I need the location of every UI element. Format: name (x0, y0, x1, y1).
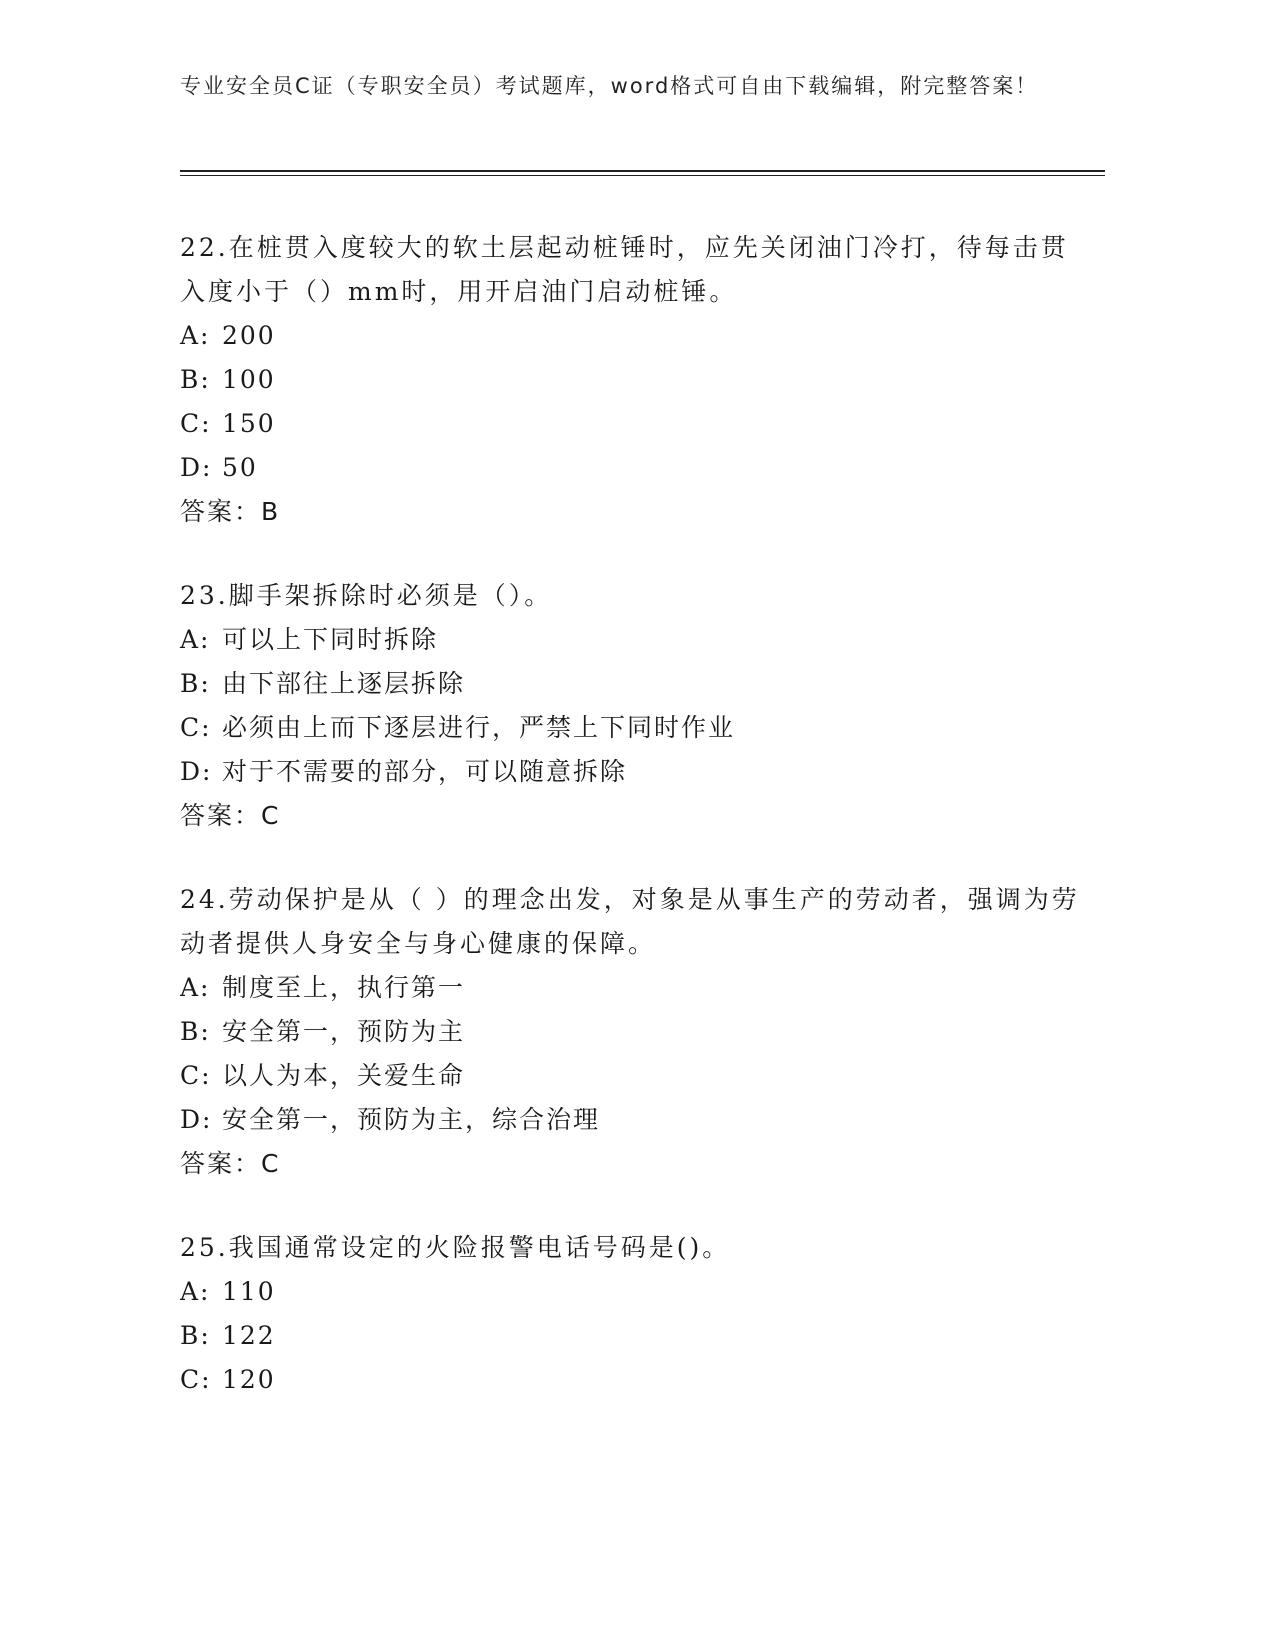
question-list (180, 226, 1080, 1442)
option-c (180, 706, 1080, 750)
option-key: C: (180, 1365, 212, 1394)
option-key: A: (180, 973, 211, 1002)
option-value: 100 (222, 365, 276, 394)
option-d (180, 446, 1080, 490)
option-a (180, 1270, 1080, 1314)
option-key: B: (180, 1017, 211, 1046)
option-key: C: (180, 409, 212, 438)
option-key: A: (180, 1277, 211, 1306)
option-c (180, 402, 1080, 446)
question-text: 25.我国通常设定的火险报警电话号码是()。 (180, 1233, 731, 1262)
question-25 (180, 1226, 1080, 1402)
option-b (180, 1010, 1080, 1054)
option-value: 由下部往上逐层拆除 (222, 669, 466, 698)
answer-line: 答案：B (180, 497, 281, 526)
question-text: 22.在桩贯入度较大的软土层起动桩锤时，应先关闭油门冷打，待每击贯入度小于（）mm时，用开启油门启动桩锤。 (180, 233, 1069, 306)
option-key: D: (180, 757, 213, 786)
option-value: 200 (222, 321, 276, 350)
option-key: C: (180, 713, 212, 742)
document-header: 专业安全员C证（专职安全员）考试题库，word格式可自由下载编辑，附完整答案！ (180, 74, 1039, 98)
option-value: 122 (222, 1321, 276, 1350)
option-key: B: (180, 365, 211, 394)
option-value: 安全第一，预防为主 (222, 1017, 466, 1046)
option-key: D: (180, 453, 213, 482)
question-24 (180, 878, 1080, 1186)
answer-line: 答案：C (180, 1149, 281, 1178)
option-value: 以人为本，关爱生命 (222, 1061, 466, 1090)
option-key: A: (180, 321, 211, 350)
option-key: B: (180, 669, 211, 698)
option-value: 安全第一，预防为主，综合治理 (222, 1105, 601, 1134)
option-c (180, 1054, 1080, 1098)
option-a (180, 314, 1080, 358)
option-value: 必须由上而下逐层进行，严禁上下同时作业 (222, 713, 736, 742)
option-value: 110 (222, 1277, 276, 1306)
option-a (180, 966, 1080, 1010)
answer-line: 答案：C (180, 801, 281, 830)
option-key: B: (180, 1321, 211, 1350)
option-value: 可以上下同时拆除 (222, 625, 439, 654)
header-divider-thick (180, 170, 1105, 172)
question-23 (180, 574, 1080, 838)
question-22 (180, 226, 1080, 534)
option-key: D: (180, 1105, 213, 1134)
question-text: 24.劳动保护是从（ ）的理念出发，对象是从事生产的劳动者，强调为劳动者提供人身安全与身心健康的保障。 (180, 885, 1080, 958)
option-key: A: (180, 625, 211, 654)
option-c (180, 1358, 1080, 1402)
option-b (180, 662, 1080, 706)
option-value: 制度至上，执行第一 (222, 973, 466, 1002)
option-b (180, 1314, 1080, 1358)
option-b (180, 358, 1080, 402)
option-value: 120 (222, 1365, 276, 1394)
header-divider-thin (180, 175, 1105, 176)
option-value: 对于不需要的部分，可以随意拆除 (222, 757, 628, 786)
option-value: 150 (222, 409, 276, 438)
option-d (180, 750, 1080, 794)
question-text: 23.脚手架拆除时必须是（）。 (180, 581, 553, 610)
option-key: C: (180, 1061, 212, 1090)
option-a (180, 618, 1080, 662)
option-d (180, 1098, 1080, 1142)
option-value: 50 (222, 453, 258, 482)
